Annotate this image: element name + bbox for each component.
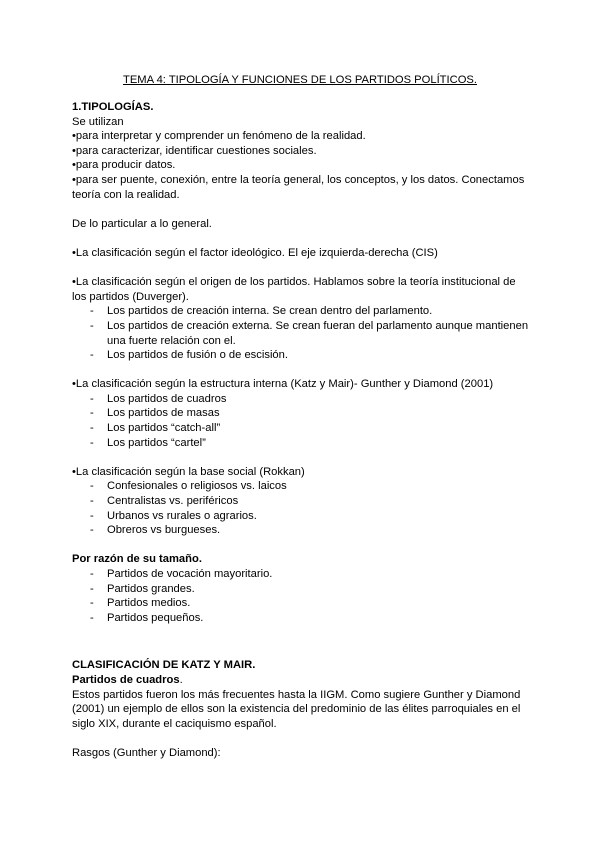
list-item: - Los partidos de cuadros — [72, 392, 532, 407]
estructura-classification: •La clasificación según la estructura interna (Katz y Mair)- Gunther y Diamond (2001) — [72, 378, 494, 391]
list-item: - Los partidos de fusión o de escisión. — [72, 348, 532, 363]
social-list — [72, 479, 532, 537]
document-body — [72, 100, 532, 761]
origen-classification: •La clasificación según el origen de los partidos. Hablamos sobre la teoría institucional de los partidos (Duverger). — [72, 276, 516, 303]
list-item: - Los partidos “cartel” — [72, 436, 532, 451]
tamano-list — [72, 567, 532, 625]
subheading-cuadros-label: Partidos de cuadros — [72, 673, 180, 686]
document-title: TEMA 4: TIPOLOGÍA Y FUNCIONES DE LOS PARTIDOS POLÍTICOS. — [123, 74, 477, 86]
list-item: - Urbanos vs rurales o agrarios. — [72, 509, 532, 524]
bullet-line: •para ser puente, conexión, entre la teoría general, los conceptos, y los datos. Conectamos teoría con la realidad. — [72, 173, 525, 201]
list-item: - Partidos pequeños. — [72, 611, 532, 626]
list-item: - Los partidos de masas — [72, 406, 532, 421]
tamano-heading: Por razón de su tamaño. — [72, 553, 202, 566]
rasgos-text: Rasgos (Gunther y Diamond): — [72, 746, 221, 759]
ideologico-classification: •La clasificación según el factor ideológico. El eje izquierda-derecha (CIS) — [72, 246, 438, 259]
bullet-line: •para interpretar y comprender un fenómeno de la realidad. — [72, 130, 366, 143]
subheading-cuadros — [72, 673, 532, 688]
list-item: - Los partidos “catch-all” — [72, 421, 532, 436]
origen-list — [72, 304, 532, 362]
bullet-line: •para caracterizar, identificar cuestiones sociales. — [72, 144, 317, 157]
section-heading-katz-mair: CLASIFICACIÓN DE KATZ Y MAIR. — [72, 659, 256, 672]
list-item: - Confesionales o religiosos vs. laicos — [72, 479, 532, 494]
list-item: - Centralistas vs. periféricos — [72, 494, 532, 509]
list-item: - Partidos grandes. — [72, 582, 532, 597]
list-item: - Los partidos de creación interna. Se crean dentro del parlamento. — [72, 304, 532, 319]
bullet-line: •para producir datos. — [72, 159, 176, 172]
list-item: - Los partidos de creación externa. Se crean fueran del parlamento aunque mantienen una fuerte relación con el. — [72, 319, 532, 348]
subheading-period: . — [179, 673, 183, 686]
intro-text: Se utilizan — [72, 115, 124, 128]
social-classification: •La clasificación según la base social (Rokkan) — [72, 465, 305, 478]
list-item: - Partidos medios. — [72, 596, 532, 611]
section-heading-tipologias: 1.TIPOLOGÍAS. — [72, 101, 154, 113]
estructura-list — [72, 392, 532, 450]
cuadros-paragraph: Estos partidos fueron los más frecuentes hasta la IIGM. Como sugiere Gunther y Diamond (2001) un ejemplo de ellos son la existencia del predominio de las élites parroquiales en el siglo XIX, durante el caciquismo español. — [72, 688, 521, 730]
particular-general-text: De lo particular a lo general. — [72, 217, 212, 230]
list-item: - Partidos de vocación mayoritario. — [72, 567, 532, 582]
list-item: - Obreros vs burgueses. — [72, 523, 532, 538]
